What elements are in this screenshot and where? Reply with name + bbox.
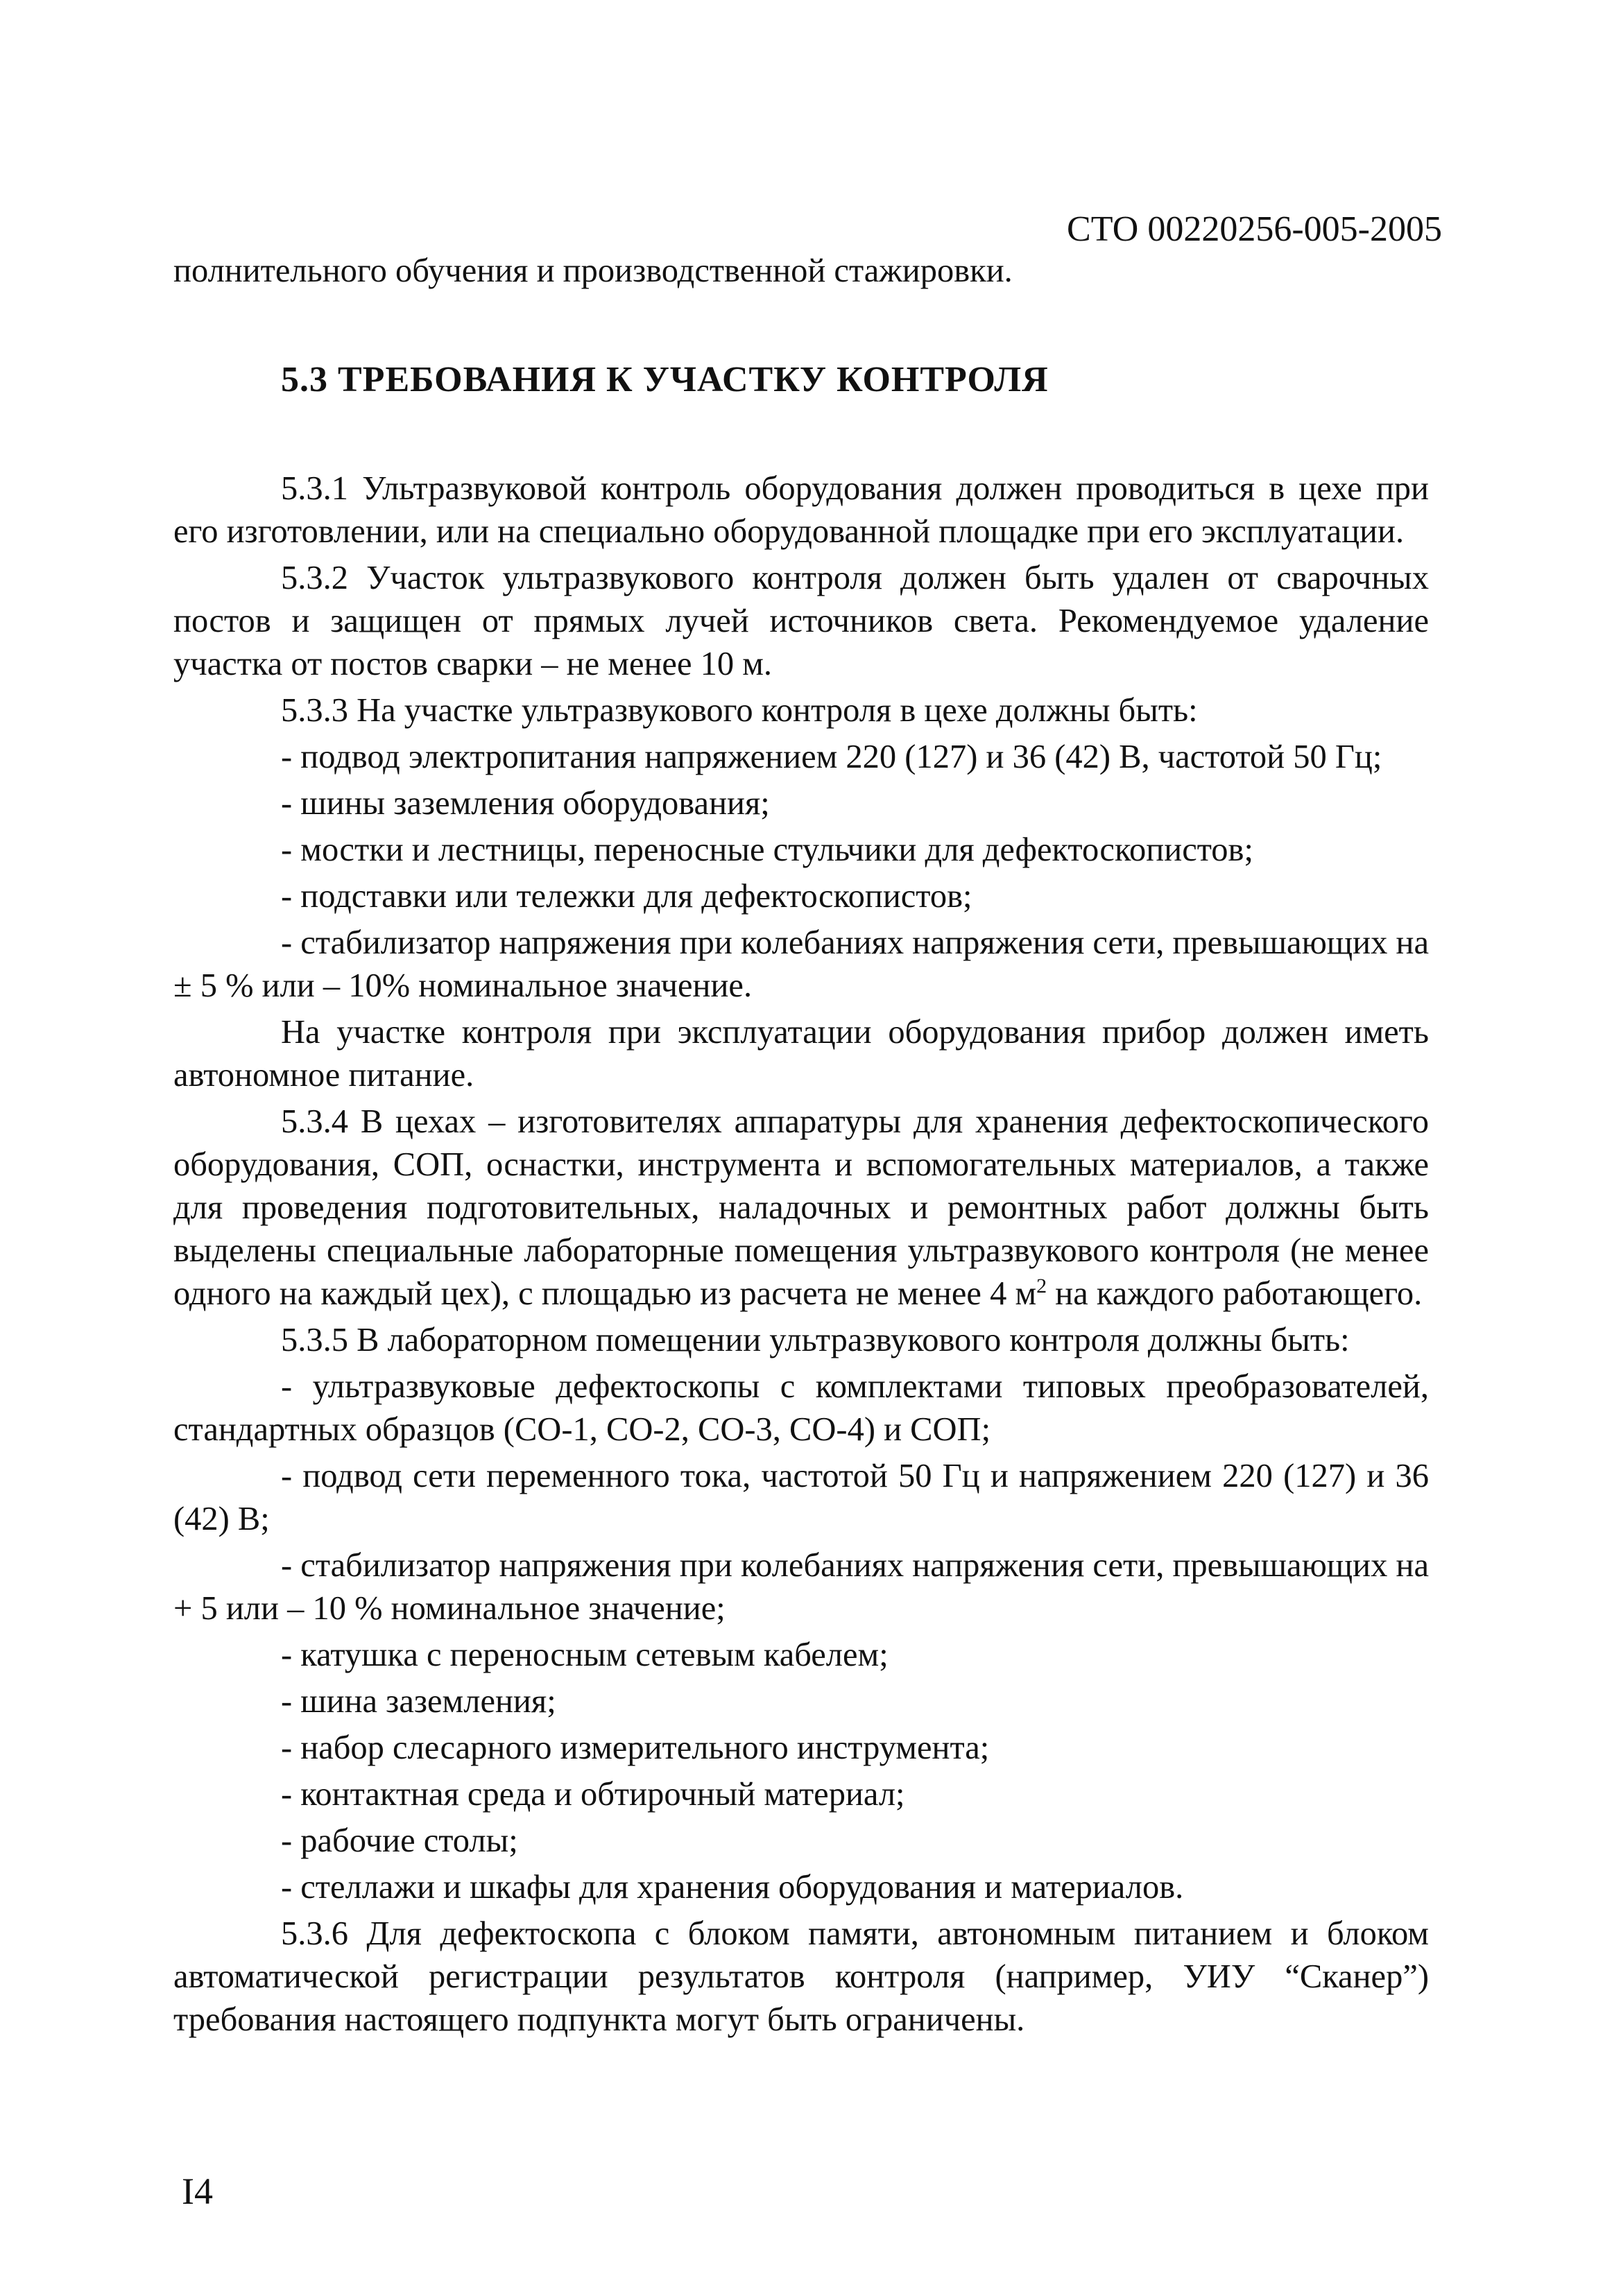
list-item: - подвод сети переменного тока, частотой 50 Гц и напряжением 220 (127) и 36 (42) В; [173,1458,1429,1538]
list-item: - стабилизатор напряжения при колебаниях напряжения сети, превышающих на ± 5 % или – 10% номинальное значение. [173,924,1429,1005]
list-item: - шина заземления; [281,1683,556,1720]
autonomous-power-paragraph: На участке контроля при эксплуатации оборудования прибор должен иметь автономное питание. [173,1014,1429,1094]
section-heading: 5.3 ТРЕБОВАНИЯ К УЧАСТКУ КОНТРОЛЯ [281,360,1049,399]
clause-5-3-2: 5.3.2 Участок ультразвукового контроля должен быть удален от сварочных постов и защищен от прямых лучей источников света. Рекомендуемое удаление участка от постов сварки – не менее 10 м. [173,560,1429,683]
list-item: - подставки или тележки для дефектоскопистов; [281,878,972,915]
list-item: - рабочие столы; [281,1822,518,1860]
list-item: - контактная среда и обтирочный материал; [281,1776,905,1813]
list-item: - мостки и лестницы, переносные стульчики для дефектоскопистов; [281,831,1253,869]
clause-5-3-6: 5.3.6 Для дефектоскопа с блоком памяти, автономным питанием и блоком автоматической регистрации результатов контроля (например, УИУ “Сканер”) требования настоящего подпункта могут быть ограничены. [173,1915,1429,2039]
clause-5-3-1: 5.3.1 Ультразвуковой контроль оборудования должен проводиться в цехе при его изготовлении, или на специально оборудованной площадке при его эксплуатации. [173,470,1429,551]
document-code: СТО 00220256-005-2005 [1067,209,1442,249]
page-number: I4 [182,2170,213,2212]
list-item: - подвод электропитания напряжением 220 (127) и 36 (42) В, частотой 50 Гц; [281,739,1382,776]
continuation-paragraph: полнительного обучения и производственной стажировки. [173,252,1013,289]
clause-5-3-4-tail: на каждого работающего. [1047,1275,1423,1313]
square-superscript: 2 [1036,1275,1047,1298]
document-body [173,250,1429,2045]
list-item: - стеллажи и шкафы для хранения оборудования и материалов. [281,1869,1184,1906]
list-item: - шины заземления оборудования; [281,785,770,822]
clause-5-3-3: 5.3.3 На участке ультразвукового контроля в цехе должны быть: [281,692,1198,730]
list-item: - стабилизатор напряжения при колебаниях напряжения сети, превышающих на + 5 или – 10 % номинальное значение; [173,1547,1429,1628]
clause-5-3-4-text: 5.3.4 В цехах – изготовителях аппаратуры для хранения дефектоскопического оборудования, СОП, оснастки, инструмента и вспомогательных материалов, а также для проведения подготовительных, наладочных и ремонтных работ должны быть выделены специальные лабораторные помещения ультразвукового контроля (не менее одного на каждый цех), с площадью из расчета не менее 4 м [173,1103,1429,1313]
list-item: - ультразвуковые дефектоскопы с комплектами типовых преобразователей, стандартных образцов (СО-1, СО-2, СО-3, СО-4) и СОП; [173,1368,1429,1449]
list-item: - катушка с переносным сетевым кабелем; [281,1637,889,1674]
clause-5-3-5: 5.3.5 В лабораторном помещении ультразвукового контроля должны быть: [281,1322,1350,1359]
list-item: - набор слесарного измерительного инструмента; [281,1729,990,1767]
clause-5-3-4 [173,1100,1429,1315]
